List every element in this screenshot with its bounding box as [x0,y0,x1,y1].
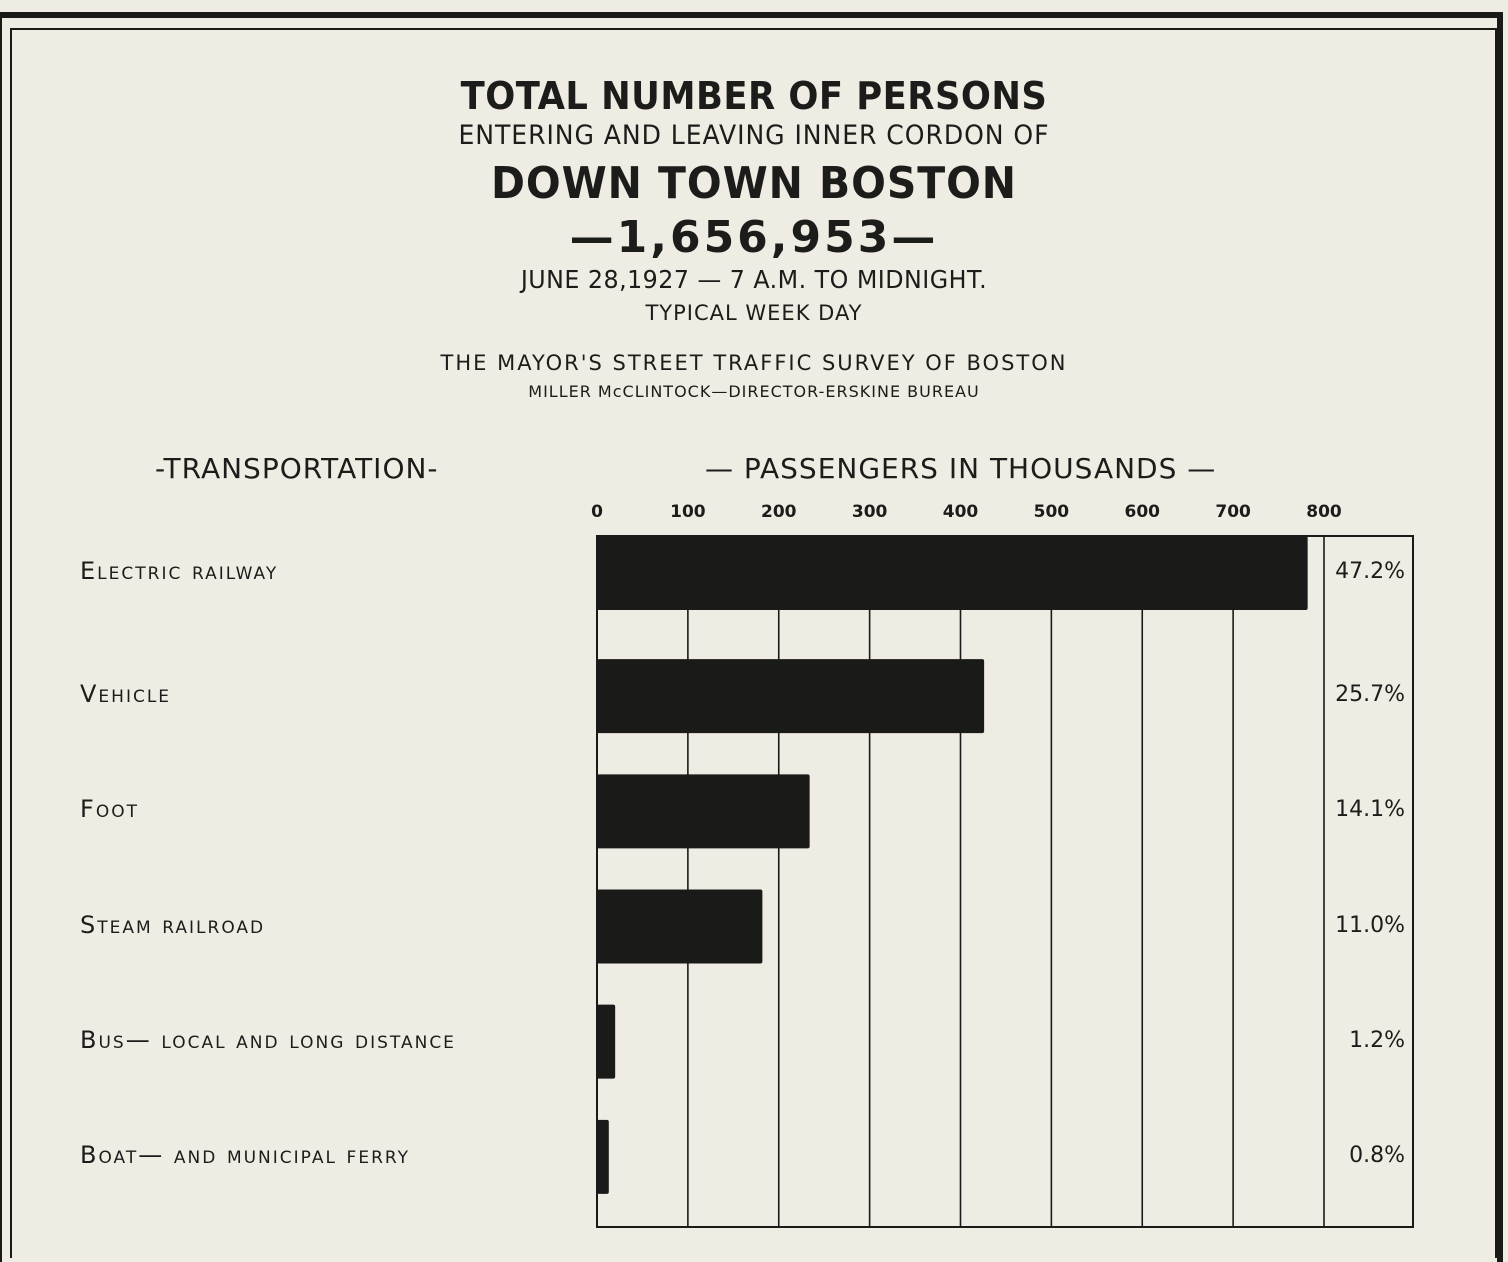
category-header: -TRANSPORTATION- [155,452,439,485]
bar [597,536,1308,610]
category-label: Foot [80,795,139,824]
percent-label: 0.8% [1349,1142,1405,1168]
x-tick-label: 800 [1306,502,1342,522]
chart-title-line-3: DOWN TOWN BOSTON [490,158,1017,209]
chart-title-line-2: ENTERING AND LEAVING INNER CORDON OF [458,120,1050,151]
x-tick-label: 300 [851,502,888,522]
bar [597,1005,615,1079]
x-tick-label: 0 [591,502,603,522]
x-tick-label: 100 [670,502,706,522]
category-label: Bus— local and long distance [80,1025,456,1054]
credit-line: MILLER McCLINTOCK—DIRECTOR-ERSKINE BUREAU [528,382,980,401]
plot-frame [597,536,1413,1227]
percent-label: 25.7% [1335,682,1405,708]
bar [597,659,984,733]
survey-line: THE MAYOR'S STREET TRAFFIC SURVEY OF BOSTON [440,351,1068,375]
category-label: Vehicle [80,680,172,709]
x-tick-label: 600 [1124,502,1160,522]
bar [597,890,762,964]
percent-label: 1.2% [1349,1027,1405,1053]
date-line: JUNE 28,1927 — 7 A.M. TO MIDNIGHT. [520,265,988,294]
x-tick-label: 200 [761,502,797,522]
day-line: TYPICAL WEEK DAY [645,301,863,325]
category-label: Steam railroad [80,910,266,939]
chart-title-line-1: TOTAL NUMBER OF PERSONS [460,74,1048,118]
x-tick-label: 700 [1215,502,1251,522]
category-label: Boat— and municipal ferry [80,1140,410,1169]
percent-label: 11.0% [1335,912,1405,938]
percent-label: 47.2% [1335,559,1405,584]
x-axis-label: — PASSENGERS IN THOUSANDS — [705,452,1217,485]
total-count: —1,656,953— [569,212,939,263]
bar [597,774,810,848]
bar [597,1120,609,1194]
percent-label: 14.1% [1335,797,1405,823]
x-tick-label: 500 [1033,502,1070,522]
category-label: Electric railway [80,557,279,585]
x-tick-label: 400 [942,502,979,522]
